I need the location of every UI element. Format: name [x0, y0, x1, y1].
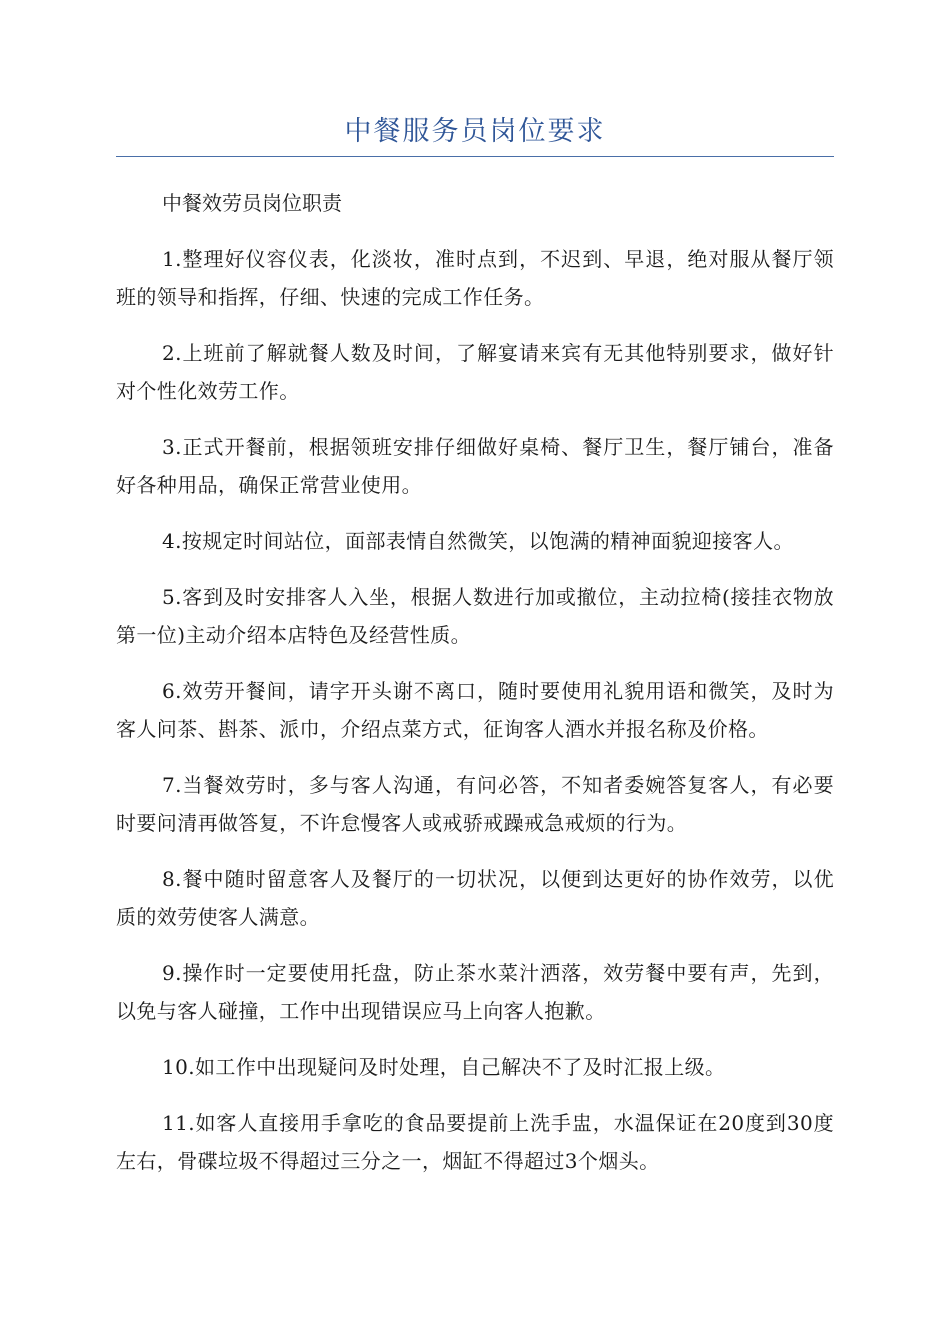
paragraph-11: 11.如客人直接用手拿吃的食品要提前上洗手盅，水温保证在20度到30度左右，骨碟垃圾不得超过三分之一，烟缸不得超过3个烟头。	[116, 1111, 834, 1173]
paragraph-8: 8.餐中随时留意客人及餐厅的一切状况，以便到达更好的协作效劳，以优质的效劳使客人满意。	[116, 867, 834, 929]
paragraph-4: 4.按规定时间站位，面部表情自然微笑，以饱满的精神面貌迎接客人。	[162, 529, 794, 553]
paragraph-9: 9.操作时一定要使用托盘，防止茶水菜汁洒落，效劳餐中要有声，先到，以免与客人碰撞，工作中出现错误应马上向客人抱歉。	[116, 961, 834, 1023]
paragraph-2: 2.上班前了解就餐人数及时间，了解宴请来宾有无其他特别要求，做好针对个性化效劳工作。	[116, 341, 834, 403]
section-subtitle: 中餐效劳员岗位职责	[162, 191, 342, 215]
paragraph-7: 7.当餐效劳时，多与客人沟通，有问必答，不知者委婉答复客人，有必要时要问清再做答复，不许怠慢客人或戒骄戒躁戒急戒烦的行为。	[116, 773, 834, 835]
paragraph-5: 5.客到及时安排客人入坐，根据人数进行加或撤位，主动拉椅(接挂衣物放第一位)主动介绍本店特色及经营性质。	[116, 585, 834, 647]
paragraph-3: 3.正式开餐前，根据领班安排仔细做好桌椅、餐厅卫生，餐厅铺台，准备好各种用品，确保正常营业使用。	[116, 435, 834, 497]
paragraph-6: 6.效劳开餐间，请字开头谢不离口，随时要使用礼貌用语和微笑，及时为客人问茶、斟茶、派巾，介绍点菜方式，征询客人酒水并报名称及价格。	[116, 679, 834, 741]
document-page	[116, 112, 834, 1180]
paragraph-1: 1.整理好仪容仪表，化淡妆，准时点到，不迟到、早退，绝对服从餐厅领班的领导和指挥，仔细、快速的完成工作任务。	[116, 247, 834, 309]
paragraph-10: 10.如工作中出现疑问及时处理，自己解决不了及时汇报上级。	[162, 1055, 726, 1079]
document-title: 中餐服务员岗位要求	[116, 112, 834, 157]
